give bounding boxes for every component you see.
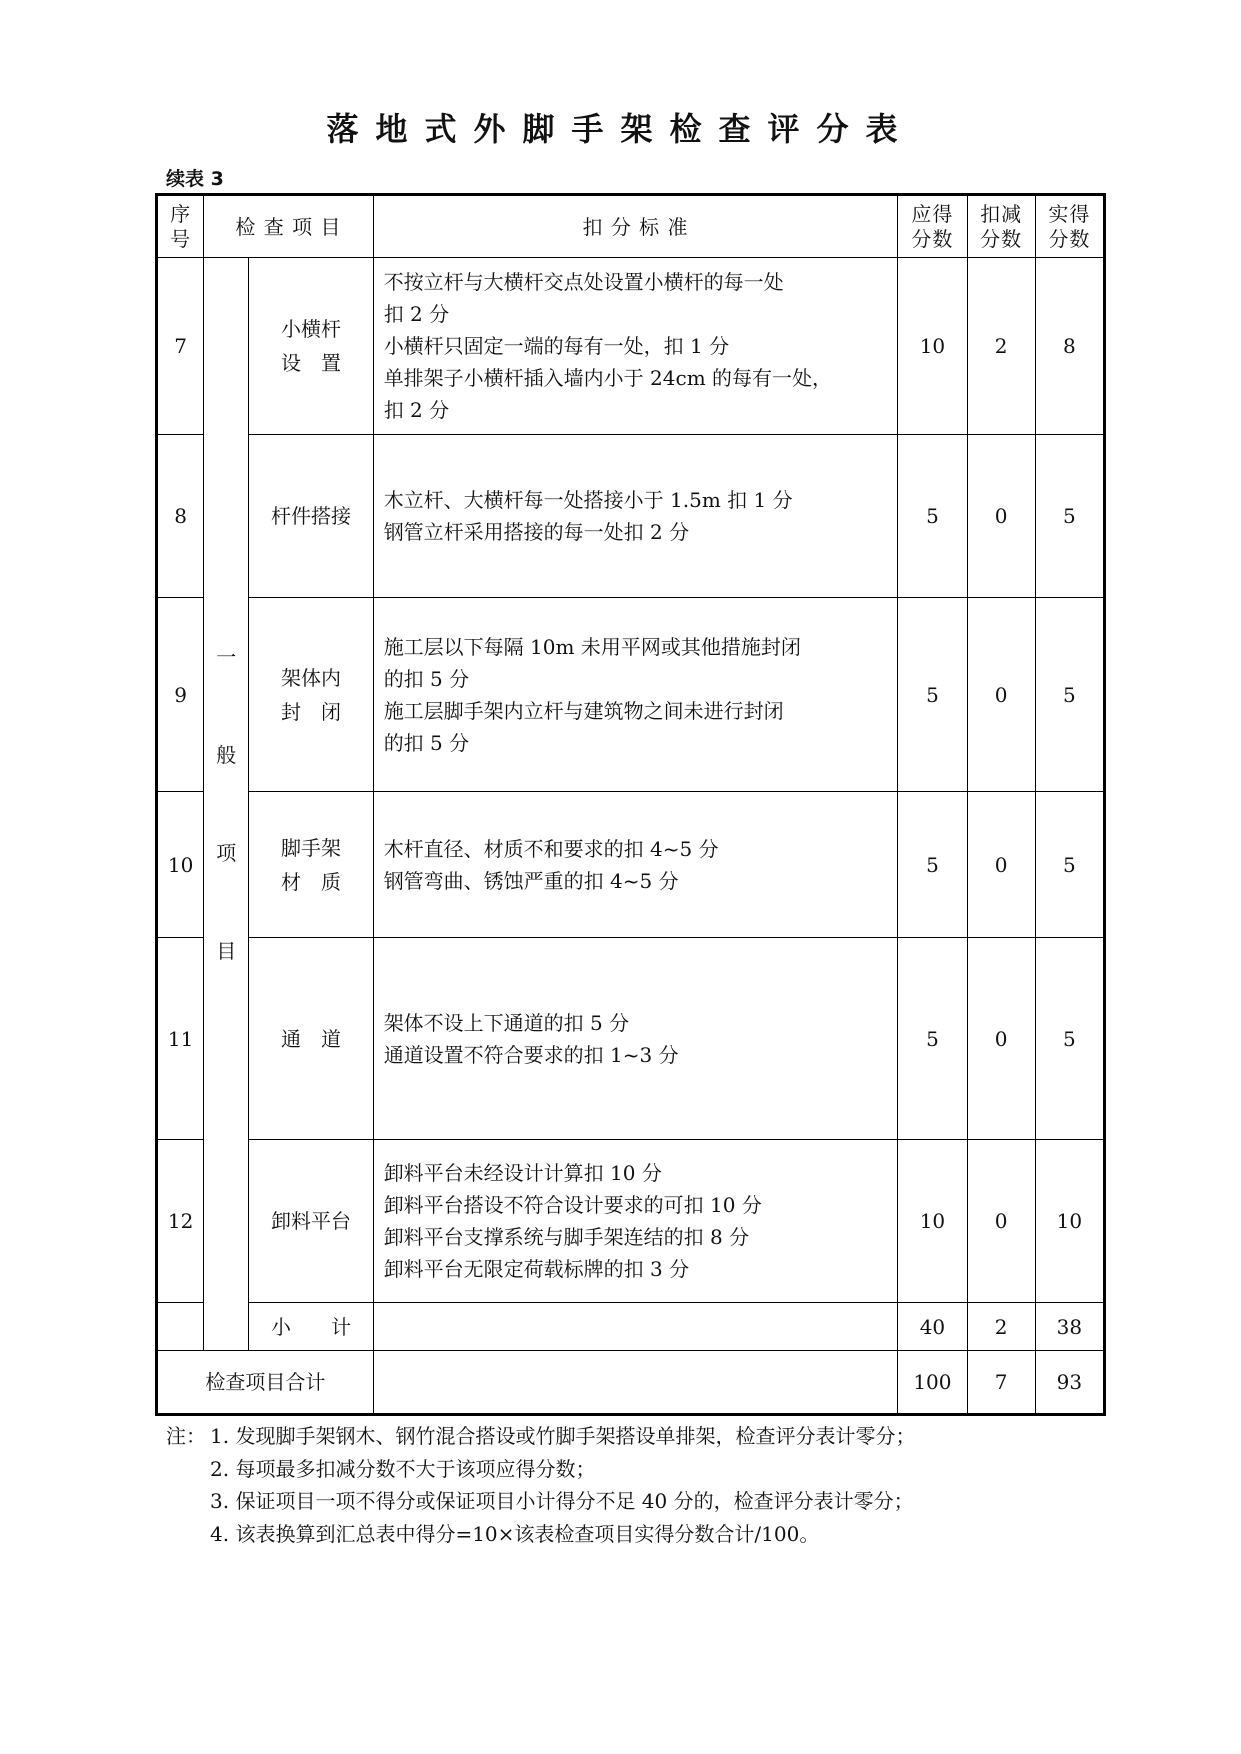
subtotal-actual: 38 [1035, 1303, 1104, 1351]
row-index: 9 [157, 598, 204, 792]
header-item: 检 查 项 目 [204, 195, 374, 258]
subtotal-row [157, 1303, 1105, 1351]
row-criteria: 架体不设上下通道的扣 5 分 通道设置不符合要求的扣 1~3 分 [373, 938, 898, 1140]
row-deduct: 2 [967, 258, 1035, 435]
subtotal-label: 小 计 [249, 1303, 373, 1351]
row-actual: 5 [1035, 598, 1104, 792]
header-deduct: 扣减 分数 [967, 195, 1035, 258]
header-should: 应得 分数 [898, 195, 967, 258]
note-item: 4. 该表换算到汇总表中得分=10×该表检查项目实得分数合计/100。 [210, 1521, 820, 1546]
subtotal-index [157, 1303, 204, 1351]
total-actual: 93 [1035, 1351, 1104, 1415]
header-actual: 实得 分数 [1035, 195, 1104, 258]
row-should: 5 [898, 792, 967, 938]
row-deduct: 0 [967, 938, 1035, 1140]
row-criteria: 不按立杆与大横杆交点处设置小横杆的每一处 扣 2 分 小横杆只固定一端的每有一处，扣 1 分 单排架子小横杆插入墙内小于 24cm 的每有一处， 扣 2 分 [373, 258, 898, 435]
row-actual: 10 [1035, 1140, 1104, 1303]
row-actual: 5 [1035, 792, 1104, 938]
row-index: 7 [157, 258, 204, 435]
row-index: 11 [157, 938, 204, 1140]
subtotal-should: 40 [898, 1303, 967, 1351]
note-item: 3. 保证项目一项不得分或保证项目小计得分不足 40 分的，检查评分表计零分； [210, 1489, 914, 1513]
header-row [157, 195, 1105, 258]
total-label: 检查项目合计 [157, 1351, 374, 1415]
table-row [157, 435, 1105, 598]
row-actual: 5 [1035, 938, 1104, 1140]
note-item: 2. 每项最多扣减分数不大于该项应得分数； [210, 1456, 596, 1481]
group-label: 一 般 项 目 [204, 258, 249, 1351]
row-item: 小横杆 设 置 [249, 258, 373, 435]
row-item: 脚手架 材 质 [249, 792, 373, 938]
row-should: 10 [898, 258, 967, 435]
row-actual: 8 [1035, 258, 1104, 435]
row-criteria: 木立杆、大横杆每一处搭接小于 1.5m 扣 1 分 钢管立杆采用搭接的每一处扣 2 分 [373, 435, 898, 598]
page-title: 落地式外脚手架检查评分表 [326, 110, 915, 148]
note-item: 注： 1. 发现脚手架钢木、钢竹混合搭设或竹脚手架搭设单排架，检查评分表计零分； [166, 1424, 916, 1448]
row-deduct: 0 [967, 435, 1035, 598]
table-row [157, 938, 1105, 1140]
row-criteria: 施工层以下每隔 10m 未用平网或其他措施封闭 的扣 5 分 施工层脚手架内立杆与建筑物之间未进行封闭 的扣 5 分 [373, 598, 898, 792]
total-row [157, 1351, 1105, 1415]
subtotal-deduct: 2 [967, 1303, 1035, 1351]
total-should: 100 [898, 1351, 967, 1415]
score-table [155, 193, 1106, 1416]
subtotal-criteria [373, 1303, 898, 1351]
row-criteria: 卸料平台未经设计计算扣 10 分 卸料平台搭设不符合设计要求的可扣 10 分 卸料平台支撑系统与脚手架连结的扣 8 分 卸料平台无限定荷载标牌的扣 3 分 [373, 1140, 898, 1303]
row-item: 杆件搭接 [249, 435, 373, 598]
header-index: 序 号 [157, 195, 204, 258]
notes [166, 1420, 915, 1550]
row-should: 10 [898, 1140, 967, 1303]
row-index: 10 [157, 792, 204, 938]
row-should: 5 [898, 435, 967, 598]
row-item: 架体内 封 闭 [249, 598, 373, 792]
table-row [157, 792, 1105, 938]
row-deduct: 0 [967, 792, 1035, 938]
row-index: 12 [157, 1140, 204, 1303]
row-actual: 5 [1035, 435, 1104, 598]
total-deduct: 7 [967, 1351, 1035, 1415]
row-should: 5 [898, 598, 967, 792]
table-row [157, 598, 1105, 792]
row-deduct: 0 [967, 598, 1035, 792]
row-item: 通 道 [249, 938, 373, 1140]
row-deduct: 0 [967, 1140, 1035, 1303]
row-item: 卸料平台 [249, 1140, 373, 1303]
table-row [157, 258, 1105, 435]
row-criteria: 木杆直径、材质不和要求的扣 4~5 分 钢管弯曲、锈蚀严重的扣 4~5 分 [373, 792, 898, 938]
table-row [157, 1140, 1105, 1303]
row-index: 8 [157, 435, 204, 598]
header-criteria: 扣 分 标 准 [373, 195, 898, 258]
total-criteria [373, 1351, 898, 1415]
row-should: 5 [898, 938, 967, 1140]
table-subtitle: 续表 3 [166, 168, 224, 190]
